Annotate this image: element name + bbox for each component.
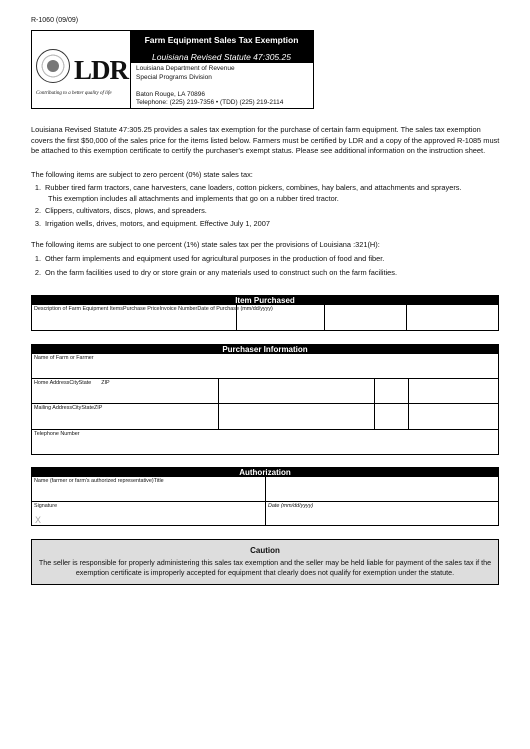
list-item — [31, 183, 501, 194]
one-percent-heading: The following items are subject to one percent (1%) state sales tax per the provisions of Louisiana :321(H): — [31, 240, 380, 249]
agency-address — [136, 65, 283, 108]
form-subtitle: Louisiana Revised Statute 47:305.25 — [152, 52, 291, 62]
price-label: Purchase Price — [122, 306, 160, 312]
state-label: State — [78, 380, 92, 386]
item-text: Other farm implements and equipment used for agricultural purposes in the production of food and fiber. — [45, 254, 385, 263]
item-purchased-title: Item Purchased — [32, 296, 498, 305]
equipment-description-field[interactable] — [32, 305, 273, 330]
home-state-field[interactable] — [375, 379, 408, 403]
title-bar — [130, 31, 313, 63]
zip-label: ZIP — [93, 405, 103, 411]
city-label: City — [72, 405, 82, 411]
signature-field[interactable] — [32, 502, 265, 525]
date-label: Date of Purchase (mm/dd/yyyy) — [197, 306, 273, 312]
list-item — [31, 219, 501, 230]
list-item — [31, 206, 501, 217]
address-line: Special Programs Division — [136, 73, 212, 81]
farm-name-label: Name of Farm or Farmer — [34, 355, 94, 361]
logo-tagline: Contributing to a better quality of life — [36, 91, 112, 96]
mailing-address-label: Mailing Address — [34, 405, 73, 411]
title-label: Title — [153, 478, 164, 484]
item-purchased-table — [31, 295, 499, 331]
home-zip-field[interactable] — [409, 379, 498, 403]
mailing-address-field[interactable] — [32, 404, 218, 429]
zero-rate-heading: The following items are subject to zero percent (0%) state sales tax: — [31, 170, 253, 179]
telephone-label: Telephone Number — [34, 431, 80, 437]
form-header — [31, 30, 314, 109]
signature-label: Signature — [34, 503, 58, 509]
item-text: Irrigation wells, drives, motors, and equipment. Effective July 1, 2007 — [45, 218, 270, 228]
address-line: Baton Rouge, LA 70896 — [136, 90, 206, 98]
purchase-price-field[interactable] — [237, 305, 324, 330]
list-item — [31, 268, 501, 279]
caution-title: Caution — [250, 546, 280, 555]
mailing-state-field[interactable] — [375, 404, 408, 429]
logo-area — [32, 31, 131, 108]
address-line: Telephone: (225) 219-7356 • (TDD) (225) 219-2114 — [136, 99, 284, 106]
home-address-field[interactable] — [32, 379, 218, 403]
mailing-zip-field[interactable] — [409, 404, 498, 429]
item-text: Clippers, cultivators, discs, plows, and spreaders. — [45, 206, 207, 215]
signature-date-field[interactable] — [266, 502, 498, 525]
state-seal-icon — [36, 49, 70, 83]
invoice-number-field[interactable] — [325, 305, 406, 330]
form-title: Farm Equipment Sales Tax Exemption — [144, 35, 299, 45]
purchase-date-field[interactable] — [407, 305, 498, 330]
item-number: 3. — [34, 218, 41, 228]
authorization-table — [31, 467, 499, 526]
intro-paragraph: Louisiana Revised Statute 47:305.25 provides a sales tax exemption for the purchase of certain farm equipment. The sales tax exemption covers the first $50,000 of the sales price for the items listed below. Farmers must be certified by LDR and a copy of the approved R-1085 must be attached to this exemption certificate to certify the purchaser's exempt status. Please see additional information on the instruction sheet. — [31, 125, 500, 155]
zip-label: ZIP — [101, 380, 110, 386]
caution-text: The seller is responsible for properly administering this sales tax exemption and the seller may be held liable for payment of the sales tax if the exemption certificate is improperly accepted for equipment that clearly does not qualify for exemption under the statute. — [38, 558, 492, 577]
state-label: State — [81, 405, 94, 411]
authorization-title: Authorization — [32, 468, 498, 477]
item-text: On the farm facilities used to dry or store grain or any materials used to construct such on the farm facilities. — [45, 267, 398, 277]
address-line — [136, 82, 283, 91]
item-number: 2. — [34, 206, 41, 215]
item-number: 2. — [34, 267, 41, 277]
home-address-label: Home Address — [34, 380, 70, 386]
city-label: City — [69, 380, 79, 386]
purchaser-info-title: Purchaser Information — [32, 345, 498, 354]
desc-label: Description of Farm Equipment Items — [34, 306, 123, 312]
form-number: R-1060 (09/09) — [31, 17, 79, 24]
item-number: 1. — [34, 254, 41, 263]
representative-name-field[interactable] — [32, 477, 265, 501]
caution-box — [31, 539, 499, 585]
purchaser-info-table — [31, 344, 499, 455]
date-label: Date (mm/dd/yyyy) — [268, 503, 314, 509]
one-percent-list — [31, 254, 501, 278]
representative-name-label: Name (farmer or farm's authorized representative) — [34, 478, 154, 484]
item-subtext: This exemption includes all attachments and implements that go on a rubber tired tractor. — [48, 193, 339, 203]
item-number: 1. — [34, 183, 41, 192]
invoice-label: Invoice Number — [159, 306, 198, 312]
mailing-city-field[interactable] — [219, 404, 374, 429]
signature-x-mark: X — [35, 515, 42, 525]
home-city-field[interactable] — [219, 379, 374, 403]
list-item — [31, 254, 501, 265]
farm-name-field[interactable] — [32, 354, 498, 378]
address-line: Louisiana Department of Revenue — [136, 65, 235, 72]
telephone-field[interactable] — [32, 430, 498, 454]
title-field[interactable] — [266, 477, 498, 501]
zero-rate-list — [31, 183, 501, 229]
ldr-logo: LDR — [74, 55, 129, 85]
item-text: Rubber tired farm tractors, cane harvesters, cane loaders, cotton pickers, combines, hay balers, and attachments and sprayers. — [45, 183, 462, 192]
